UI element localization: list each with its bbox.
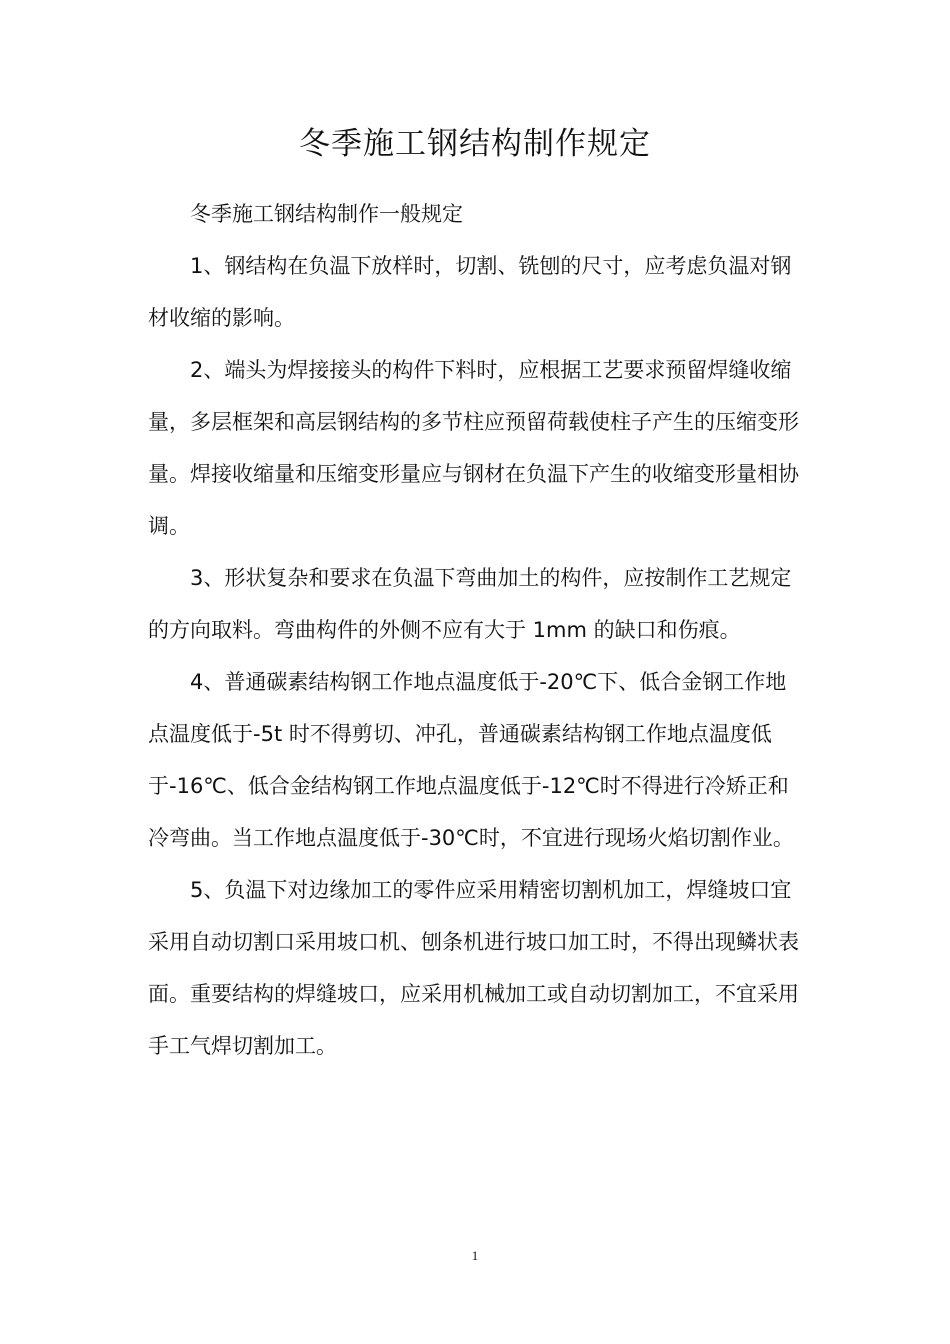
paragraph-2: 2、端头为焊接接头的构件下料时，应根据工艺要求预留焊缝收缩量，多层框架和高层钢结构的多节柱应预留荷载使柱子产生的压缩变形量。焊接收缩量和压缩变形量应与钢材在负温下产生的收缩变形量相协调。 (148, 358, 799, 538)
page-number: 1 (471, 1248, 479, 1263)
document-title: 冬季施工钢结构制作规定 (299, 126, 651, 162)
document-body (148, 188, 802, 1072)
section-heading: 冬季施工钢结构制作一般规定 (190, 202, 463, 226)
paragraph-1: 1、钢结构在负温下放样时，切割、铣刨的尺寸，应考虑负温对钢材收缩的影响。 (148, 254, 792, 330)
paragraph-5: 5、负温下对边缘加工的零件应采用精密切割机加工，焊缝坡口宜采用自动切割口采用坡口机、刨条机进行坡口加工时，不得出现鳞状表面。重要结构的焊缝坡口，应采用机械加工或自动切割加工，不宜采用手工气焊切割加工。 (148, 878, 799, 1058)
paragraph-3: 3、形状复杂和要求在负温下弯曲加土的构件，应按制作工艺规定的方向取料。弯曲构件的外侧不应有大于 1mm 的缺口和伤痕。 (148, 566, 792, 642)
paragraph-4: 4、普通碳素结构钢工作地点温度低于-20℃下、低合金钢工作地点温度低于-5t 时不得剪切、冲孔，普通碳素结构钢工作地点温度低于-16℃、低合金结构钢工作地点温度低于-12℃时不得进行冷矫正和冷弯曲。当工作地点温度低于-30℃时，不宜进行现场火焰切割作业。 (148, 670, 794, 850)
